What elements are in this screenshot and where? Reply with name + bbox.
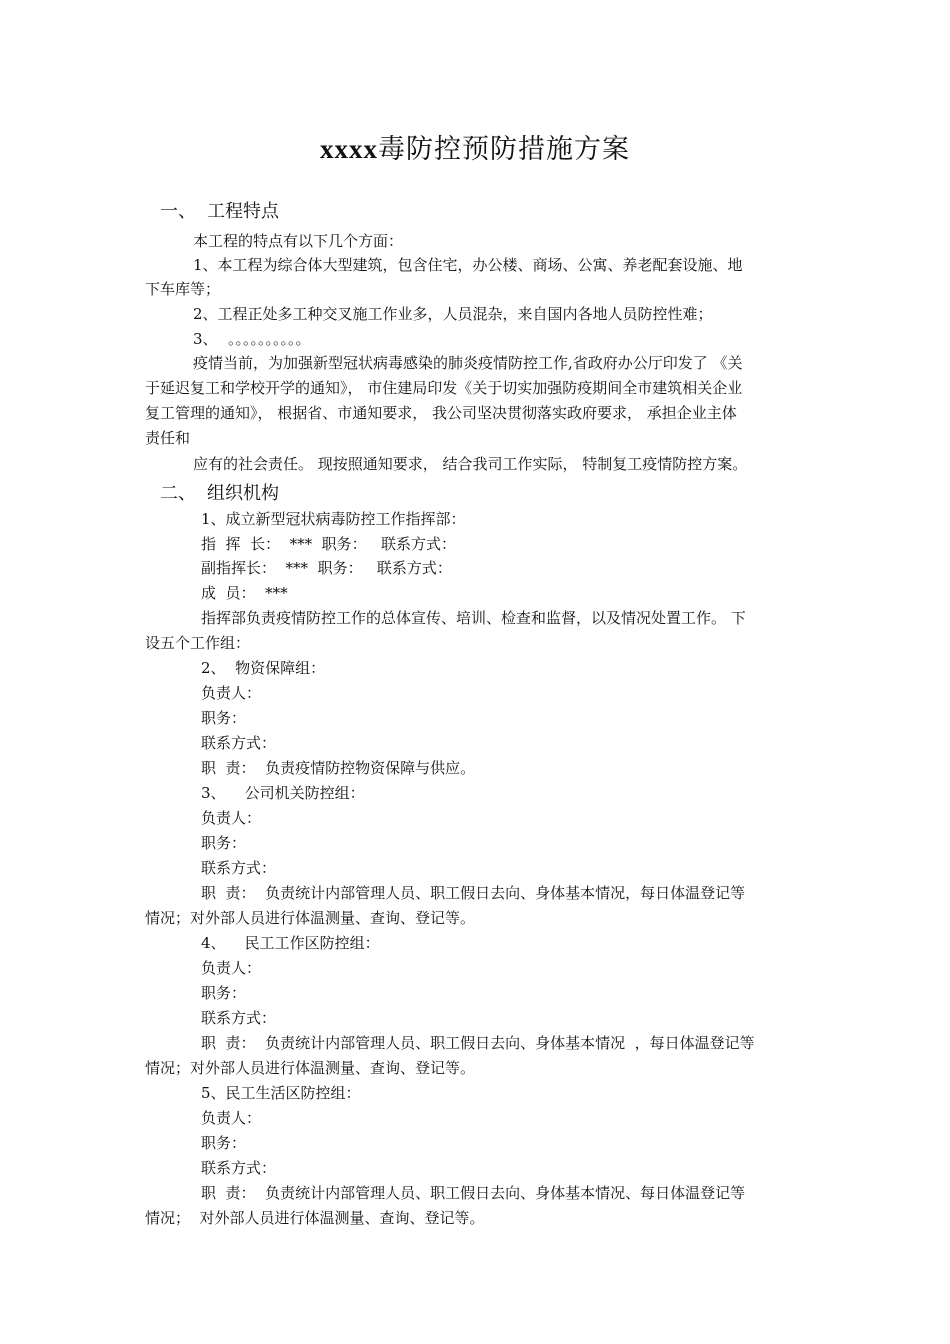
group4-contact: 联系方式：: [201, 1009, 277, 1027]
title-latin: xxxx: [320, 134, 378, 164]
hq-desc-line2: 设五个工作组：: [145, 634, 251, 652]
hq-commander: 指 挥 长： *** 职务： 联系方式：: [201, 535, 456, 553]
group3-duty-line2: 情况；对外部人员进行体温测量、查询、登记等。: [145, 909, 476, 927]
section1-intro: 本工程的特点有以下几个方面：: [193, 232, 404, 250]
section1-para-line1: 疫情当前，为加强新型冠状病毒感染的肺炎疫情防控工作,省政府办公厅印发了 《关: [193, 354, 743, 372]
section1-para-line4: 责任和: [145, 429, 191, 447]
group4-duty-line1: 职 责： 负责统计内部管理人员、职工假日去向、身体基本情况 ，每日体温登记等: [201, 1034, 755, 1052]
hq-desc-line1: 指挥部负责疫情防控工作的总体宣传、培训、检查和监督，以及情况处置工作。 下: [201, 609, 746, 627]
section1-number: 一、: [160, 201, 196, 222]
hq-members: 成 员： ***: [201, 584, 288, 602]
section2-heading: 组织机构: [207, 483, 279, 504]
page-title: [0, 127, 950, 166]
section1-item3-number: 3、: [193, 330, 218, 348]
group4-position: 职务：: [201, 984, 247, 1002]
group3-leader: 负责人：: [201, 809, 262, 827]
hq-title: 1、成立新型冠状病毒防控工作指挥部：: [201, 510, 466, 528]
group4-duty-line2: 情况；对外部人员进行体温测量、查询、登记等。: [145, 1059, 476, 1077]
group3-title: 3、 公司机关防控组：: [201, 784, 365, 802]
group3-duty-line1: 职 责： 负责统计内部管理人员、职工假日去向、身体基本情况，每日体温登记等: [201, 884, 746, 902]
section1-item1-line1: 1、本工程为综合体大型建筑，包含住宅，办公楼、商场、公寓、养老配套设施、地: [193, 256, 743, 274]
group2-position: 职务：: [201, 709, 247, 727]
hq-deputy: 副指挥长： *** 职务： 联系方式：: [201, 559, 452, 577]
group3-contact: 联系方式：: [201, 859, 277, 877]
section1-heading: 工程特点: [207, 201, 279, 222]
section1-para-line2: 于延迟复工和学校开学的通知》， 市住建局印发《关于切实加强防疫期间全市建筑相关企业: [145, 379, 743, 397]
group5-duty-line1: 职 责： 负责统计内部管理人员、职工假日去向、身体基本情况、每日体温登记等: [201, 1184, 746, 1202]
group4-leader: 负责人：: [201, 959, 262, 977]
group2-duty: 职 责： 负责疫情防控物资保障与供应。: [201, 759, 476, 777]
group2-contact: 联系方式：: [201, 734, 277, 752]
group4-title: 4、 民工工作区防控组：: [201, 934, 380, 952]
group3-position: 职务：: [201, 834, 247, 852]
section1-item2: 2、工程正处多工种交叉施工作业多，人员混杂，来自国内各地人员防控性难；: [193, 305, 713, 323]
section1-para-line3: 复工管理的通知》， 根据省、市通知要求， 我公司坚决贯彻落实政府要求， 承担企业主体: [145, 404, 737, 422]
section1-item3-text: 。。。。。。。。。。: [228, 330, 311, 348]
group5-leader: 负责人：: [201, 1109, 262, 1127]
section1-para-line5: 应有的社会责任。 现按照通知要求， 结合我司工作实际， 特制复工疫情防控方案。: [193, 455, 748, 473]
title-text: 毒防控预防措施方案: [378, 134, 630, 165]
section1-item1-line2: 下车库等；: [145, 280, 221, 298]
section2-number: 二、: [160, 483, 196, 504]
group2-title: 2、 物资保障组：: [201, 659, 326, 677]
group5-contact: 联系方式：: [201, 1159, 277, 1177]
group5-position: 职务：: [201, 1134, 247, 1152]
group2-leader: 负责人：: [201, 684, 262, 702]
group5-duty-line2: 情况； 对外部人员进行体温测量、查询、登记等。: [145, 1209, 485, 1227]
group5-title: 5、民工生活区防控组：: [201, 1084, 361, 1102]
